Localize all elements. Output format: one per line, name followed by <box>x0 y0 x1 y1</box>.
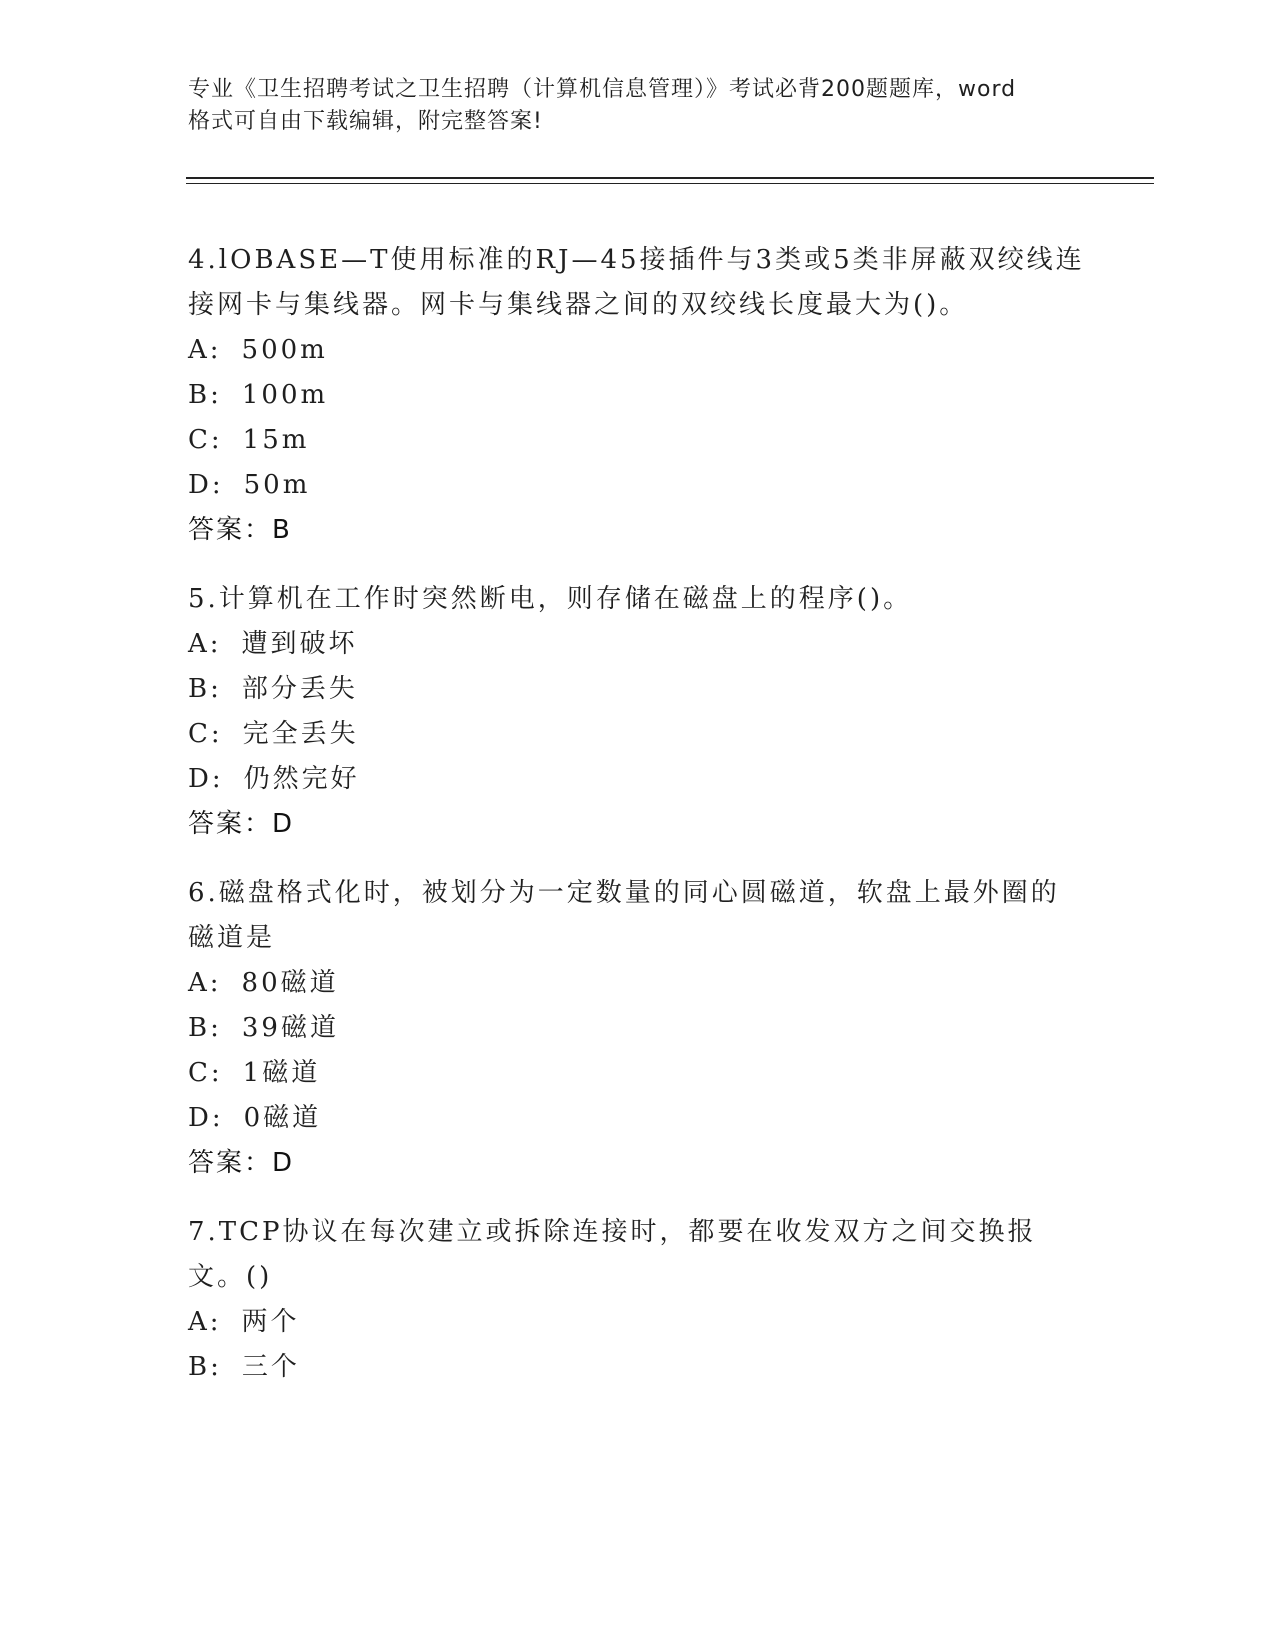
header-divider-thin <box>186 183 1154 184</box>
question-4 <box>188 238 1088 553</box>
header-divider <box>186 177 1154 179</box>
option-letter: A: <box>188 1307 222 1337</box>
option-b <box>188 1345 1088 1390</box>
option-letter: C: <box>188 425 223 455</box>
option-text: 39磁道 <box>241 1013 339 1043</box>
option-text: 遭到破坏 <box>241 629 358 659</box>
option-letter: A: <box>188 968 222 998</box>
question-text: 4.lOBASE—T使用标准的RJ—45接插件与3类或5类非屏蔽双绞线连接网卡与集线器。网卡与集线器之间的双绞线长度最大为()。 <box>188 245 1085 320</box>
question-5 <box>188 577 1088 847</box>
option-c <box>188 418 1088 463</box>
option-letter: B: <box>188 1013 222 1043</box>
answer-label: 答案：D <box>188 809 295 839</box>
option-b <box>188 373 1088 418</box>
header-line-1: 专业《卫生招聘考试之卫生招聘（计算机信息管理）》考试必背200题题库，word <box>188 77 1017 102</box>
option-text: 80磁道 <box>241 968 339 998</box>
option-letter: B: <box>188 1352 222 1382</box>
question-7 <box>188 1210 1088 1390</box>
option-letter: C: <box>188 1058 223 1088</box>
document-header <box>188 74 1088 138</box>
option-c <box>188 712 1088 757</box>
option-text: 500m <box>241 335 328 365</box>
option-text: 1磁道 <box>242 1058 321 1088</box>
option-text: 仍然完好 <box>243 764 360 794</box>
option-d <box>188 1096 1088 1141</box>
question-list <box>188 238 1088 1414</box>
option-letter: B: <box>188 674 222 704</box>
option-b <box>188 667 1088 712</box>
answer-label: 答案：D <box>188 1148 295 1178</box>
option-text: 两个 <box>241 1307 300 1337</box>
option-text: 0磁道 <box>243 1103 322 1133</box>
header-line-2: 格式可自由下载编辑，附完整答案! <box>188 109 543 134</box>
question-text: 7.TCP协议在每次建立或拆除连接时，都要在收发双方之间交换报文。() <box>188 1217 1037 1292</box>
option-text: 50m <box>243 470 311 500</box>
option-a <box>188 328 1088 373</box>
option-d <box>188 757 1088 802</box>
question-text: 6.磁盘格式化时，被划分为一定数量的同心圆磁道，软盘上最外圈的磁道是 <box>188 878 1060 953</box>
option-b <box>188 1006 1088 1051</box>
option-letter: D: <box>188 470 224 500</box>
option-letter: D: <box>188 1103 224 1133</box>
option-d <box>188 463 1088 508</box>
option-text: 三个 <box>241 1352 300 1382</box>
question-6 <box>188 871 1088 1186</box>
option-text: 部分丢失 <box>241 674 358 704</box>
option-a <box>188 1300 1088 1345</box>
option-text: 完全丢失 <box>242 719 359 749</box>
option-letter: D: <box>188 764 224 794</box>
option-c <box>188 1051 1088 1096</box>
option-letter: A: <box>188 629 222 659</box>
option-text: 15m <box>242 425 310 455</box>
option-letter: B: <box>188 380 222 410</box>
option-letter: C: <box>188 719 223 749</box>
option-a <box>188 961 1088 1006</box>
option-a <box>188 622 1088 667</box>
answer-label: 答案：B <box>188 515 292 545</box>
question-text: 5.计算机在工作时突然断电，则存储在磁盘上的程序()。 <box>188 584 913 614</box>
option-text: 100m <box>241 380 329 410</box>
option-letter: A: <box>188 335 222 365</box>
